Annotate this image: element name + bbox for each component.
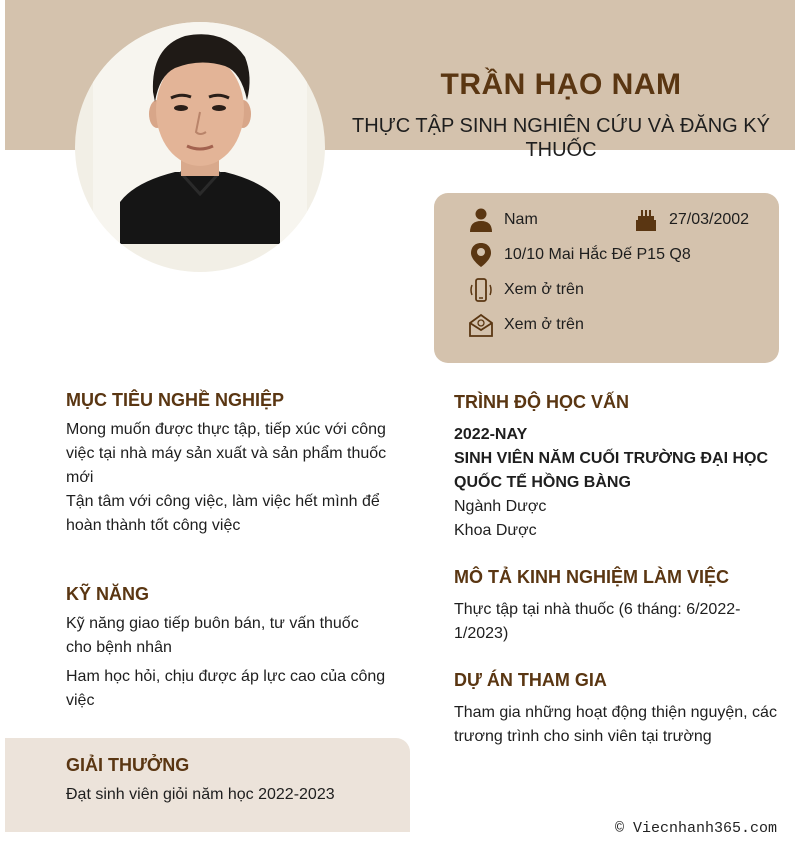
- objective-title: MỤC TIÊU NGHỀ NGHIỆP: [66, 390, 285, 410]
- phone-icon: [468, 277, 494, 303]
- birthdate-value: 27/03/2002: [669, 211, 750, 228]
- education-period: 2022-NAY: [454, 426, 528, 443]
- gender-row: [468, 207, 538, 233]
- person-icon: [468, 207, 494, 233]
- awards-paragraph-1: Đạt sinh viên giỏi năm học 2022-2023: [66, 786, 335, 803]
- cake-icon: [633, 207, 659, 233]
- skills-paragraph-1: Kỹ năng giao tiếp buôn bán, tư vấn thuốc cho bệnh nhân: [66, 615, 359, 656]
- footer-copyright: © Viecnhanh365.com: [615, 820, 778, 837]
- gender-value: Nam: [504, 211, 538, 228]
- awards-title: GIẢI THƯỞNG: [66, 755, 190, 775]
- candidate-name: TRẦN HẠO NAM: [440, 68, 682, 101]
- job-title: THỰC TẬP SINH NGHIÊN CỨU VÀ ĐĂNG KÝ THUỐC: [352, 115, 770, 161]
- education-faculty: Khoa Dược: [454, 522, 537, 539]
- education-major: Ngành Dược: [454, 498, 547, 515]
- experience-title: MÔ TẢ KINH NGHIỆM LÀM VIỆC: [454, 567, 729, 587]
- email-icon: [468, 312, 494, 338]
- location-pin-icon: [468, 242, 494, 268]
- phone-row: [468, 277, 584, 303]
- projects-title: DỰ ÁN THAM GIA: [454, 670, 607, 690]
- contact-info-box: [434, 193, 779, 363]
- address-value: 10/10 Mai Hắc Đế P15 Q8: [504, 246, 691, 263]
- email-row: [468, 312, 584, 338]
- objective-paragraph-1: Mong muốn được thực tập, tiếp xúc với công việc tại nhà máy sản xuất và sản phẩm thuốc mới: [66, 421, 387, 486]
- address-row: [468, 242, 691, 268]
- birthdate-row: [633, 207, 749, 233]
- profile-photo: [75, 22, 325, 272]
- education-title: TRÌNH ĐỘ HỌC VẤN: [454, 392, 629, 412]
- skills-paragraph-2: Ham học hỏi, chịu được áp lực cao của công việc: [66, 668, 386, 709]
- phone-value: Xem ở trên: [504, 281, 584, 298]
- skills-title: KỸ NĂNG: [66, 584, 150, 604]
- objective-paragraph-2: Tận tâm với công việc, làm việc hết mình để hoàn thành tốt công việc: [66, 493, 380, 534]
- experience-paragraph-1: Thực tập tại nhà thuốc (6 tháng: 6/2022-1/2023): [454, 601, 741, 642]
- projects-paragraph-1: Tham gia những hoạt động thiện nguyện, các trương trình cho sinh viên tại trường: [454, 704, 777, 745]
- email-value: Xem ở trên: [504, 316, 584, 333]
- education-school: SINH VIÊN NĂM CUỐI TRƯỜNG ĐẠI HỌC QUỐC TẾ HỒNG BÀNG: [454, 450, 769, 491]
